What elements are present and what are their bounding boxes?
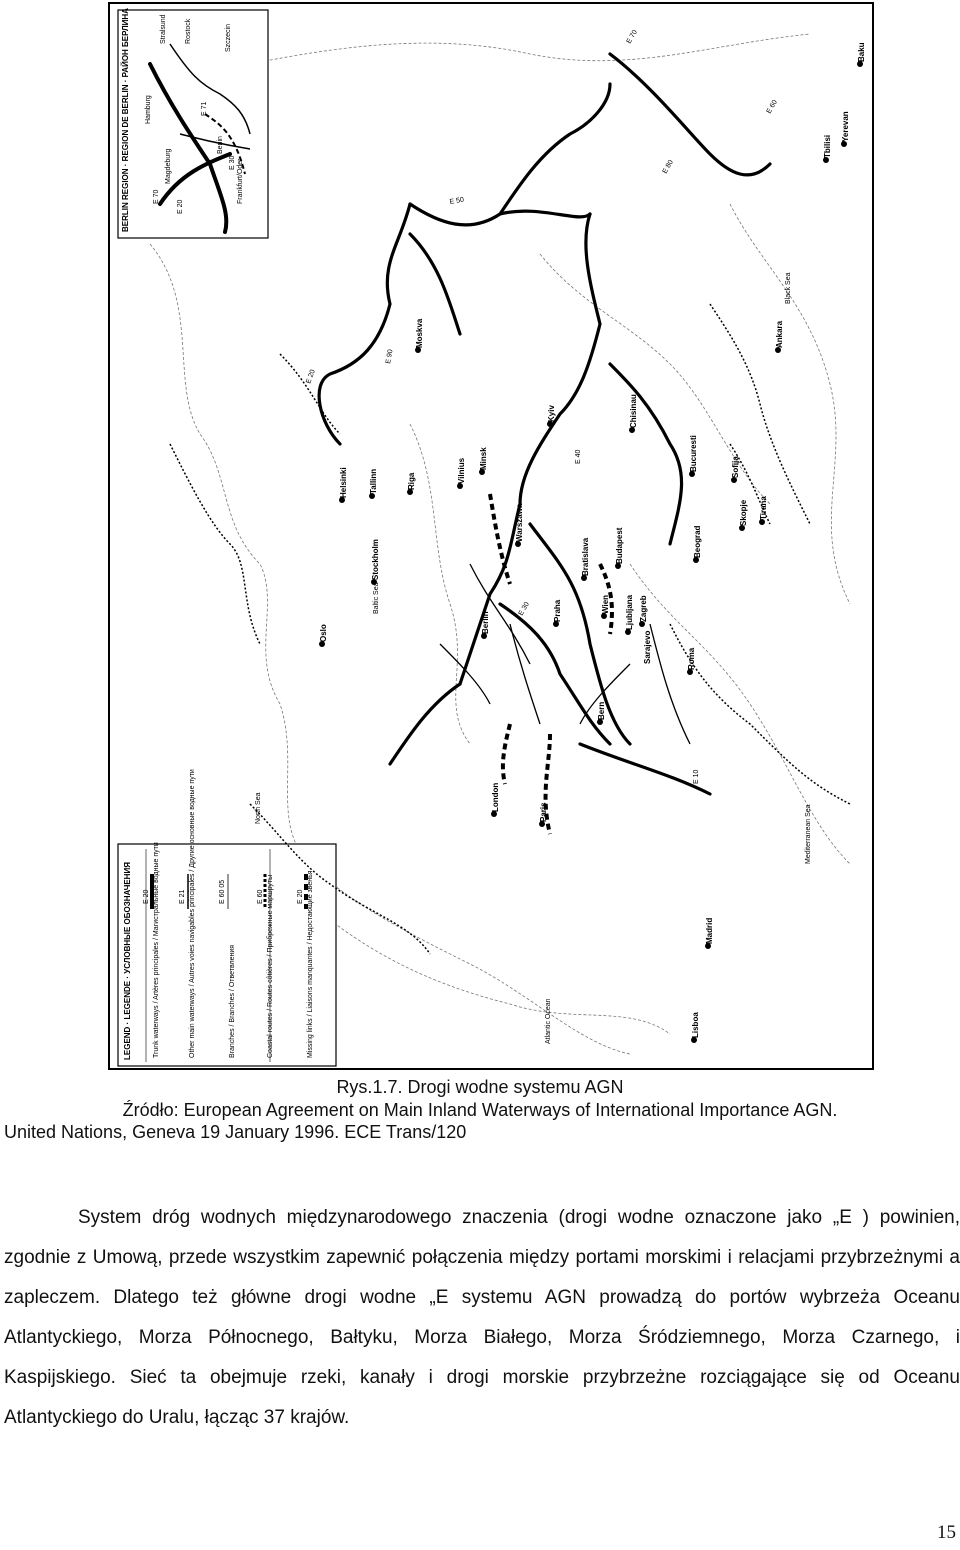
body-paragraph: System dróg wodnych międzynarodowego znaczenia (drogi wodne oznaczone jako „E ) powinien, zgodnie z Umową, przede wszystkim zapewnić połączenia między portami morskimi i relacjami przybrzeżnymi a zapleczem. Dlatego też główne drogi wodne „E systemu AGN prowadzą do portów wybrzeża Oceanu Atlantyckiego, Morza Północnego, Bałtyku, Morza Białego, Morza Śródziemnego, Morza Czarnego, i Kaspijskiego. Sieć ta obejmuje rzeki, kanały i drogi morskie przybrzeżne rozciągające się od Oceanu Atlantyckiego do Uralu, łącząc 37 krajów. xyxy=(4,1207,960,1428)
city-label: Stockholm xyxy=(371,539,380,580)
other-waterways xyxy=(440,564,690,744)
route-code-label: E 30 xyxy=(517,601,531,617)
legend-item-code: E 60 05 xyxy=(219,879,226,904)
europe-waterways-map xyxy=(110,4,872,1068)
route-code-label: E 50 xyxy=(449,196,465,206)
city-label: Riga xyxy=(407,472,416,490)
legend-item-code: E 21 xyxy=(179,889,186,904)
route-code-label: E 80 xyxy=(661,159,675,175)
sea-label: Black Sea xyxy=(785,272,792,304)
inset-place-label: Frankfurt/Oder xyxy=(237,158,244,204)
legend-item-label: Other main waterways / Autres voies navigables principales / Другие основные водные пути xyxy=(189,769,196,1058)
figure-caption-title: Rys.1.7. Drogi wodne systemu AGN xyxy=(336,1077,624,1097)
legend-item-label: Coastal routes / Routes côtières / Прибрежные маршруты xyxy=(267,874,274,1058)
inset-route-label: E 20 xyxy=(177,199,184,214)
sea-label: Baltic Sea xyxy=(373,582,380,614)
city-label: Skopje xyxy=(739,499,748,526)
sea-label: Atlantic Ocean xyxy=(545,998,552,1044)
waterways-map-figure xyxy=(108,2,874,1070)
route-code-label: E 60 xyxy=(765,99,779,115)
city-label: Paris xyxy=(539,802,548,822)
inset-route-label: E 71 xyxy=(201,101,208,116)
route-code-label: E 10 xyxy=(693,769,700,784)
city-label: Vilnius xyxy=(457,457,466,484)
sea-label: Mediterranean Sea xyxy=(805,804,812,864)
legend-title: LEGEND · LEGENDE · УСЛОВНЫЕ ОБОЗНАЧЕНИЯ xyxy=(123,862,132,1060)
legend-item-label: Trunk waterways / Artères principales / Магистральные водные пути xyxy=(153,842,160,1058)
city-label: Praha xyxy=(553,599,562,622)
city-label: Beograd xyxy=(693,525,702,558)
inset-place-label: Stralsund xyxy=(160,14,167,44)
inset-route-label: E 30 xyxy=(229,155,236,170)
city-label: Warszawa xyxy=(515,503,524,542)
page-number: 15 xyxy=(937,1522,956,1543)
city-label: Tbilisi xyxy=(823,134,832,158)
city-label: Roma xyxy=(687,647,696,670)
city-label: London xyxy=(491,782,500,812)
inset-place-label: Magdeburg xyxy=(165,148,172,184)
inset-place-label: Rostock xyxy=(185,18,192,44)
city-label: Oslo xyxy=(319,624,328,642)
trunk-waterways xyxy=(319,54,770,794)
city-label: Budapest xyxy=(615,527,624,564)
route-code-label: E 90 xyxy=(385,348,395,365)
city-label: Madrid xyxy=(705,917,714,944)
city-label: Tirana xyxy=(759,496,768,520)
city-label: Chisinau xyxy=(629,394,638,428)
figure-caption-source-continued: United Nations, Geneva 19 January 1996. ECE Trans/120 xyxy=(4,1122,467,1142)
legend-item-label: Missing links / Liaisons manquantes / Недостающие звенья xyxy=(307,870,314,1058)
city-label: Tallinn xyxy=(369,468,378,494)
city-label: Sofija xyxy=(731,456,740,478)
city-label: Berlin xyxy=(481,611,490,634)
inset-route-label: E 70 xyxy=(153,189,160,204)
sea-label: North Sea xyxy=(255,792,262,824)
city-label: Yerevan xyxy=(841,111,850,142)
inset-place-label: Hamburg xyxy=(145,95,152,124)
city-label: Moskva xyxy=(415,318,424,348)
city-label: Sarajevo xyxy=(643,630,652,664)
city-label: Wien xyxy=(601,594,610,614)
route-code-label: E 40 xyxy=(575,449,582,464)
legend-item-code: E 20 xyxy=(297,889,304,904)
city-label: Ankara xyxy=(775,320,784,348)
berlin-region-inset xyxy=(118,10,268,238)
route-code-label: E 20 xyxy=(305,368,317,385)
city-label: Bucuresti xyxy=(689,435,698,472)
city-label: Bern xyxy=(597,701,606,720)
inset-title: BERLIN REGION · REGION DE BERLIN · РАЙОН БЕРЛИНА xyxy=(121,8,130,232)
city-label: Bratislava xyxy=(581,537,590,576)
legend-item-code: E 60 xyxy=(257,889,264,904)
route-code-label: E 70 xyxy=(625,29,639,45)
legend-item-code: E 20 xyxy=(143,889,150,904)
city-label: Minsk xyxy=(479,447,488,470)
city-label: Ljubljana xyxy=(625,594,634,630)
city-label: Helsinki xyxy=(339,467,348,498)
inset-place-label: Szczecin xyxy=(225,23,232,52)
figure-caption-source: Źródło: European Agreement on Main Inland Waterways of International Importance AGN. xyxy=(122,1100,838,1120)
city-label: Zagreb xyxy=(639,595,648,622)
legend-item-label: Branches / Branches / Ответвления xyxy=(229,944,236,1058)
city-label: Baku xyxy=(857,42,866,62)
inset-place-label: Berlin xyxy=(217,136,224,154)
city-label: Kyiv xyxy=(547,405,556,422)
city-label: Lisboa xyxy=(691,1012,700,1038)
